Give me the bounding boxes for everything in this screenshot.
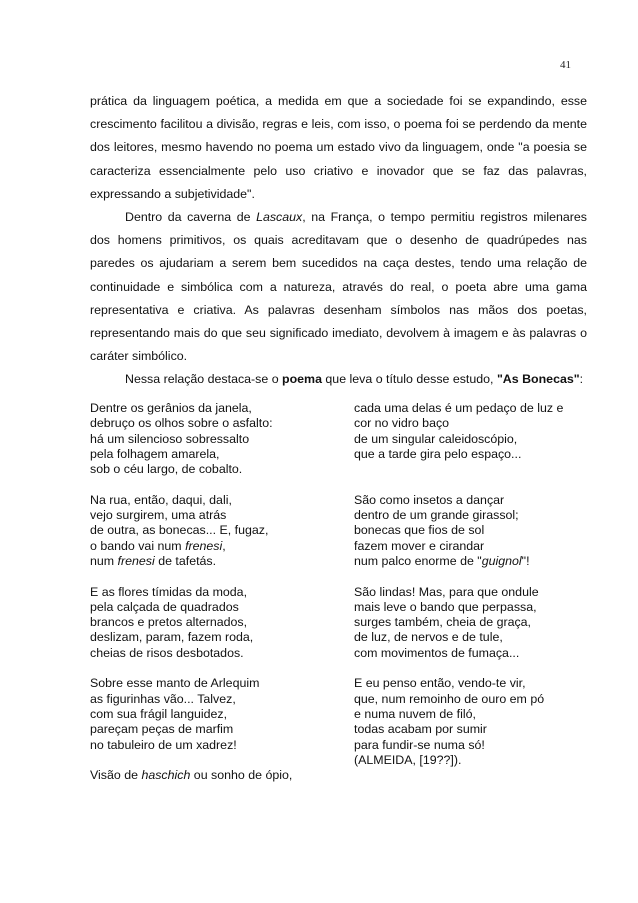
- poem-line: no tabuleiro de um xadrez!: [90, 737, 237, 752]
- poem-line: sob o céu largo, de cobalto.: [90, 462, 243, 477]
- poem-line: vejo surgirem, uma atrás: [90, 508, 227, 523]
- poem-line: surges também, cheia de graça,: [354, 615, 532, 630]
- page-number: 41: [560, 59, 571, 71]
- p3-after: :: [579, 372, 584, 387]
- poem-line: e numa nuvem de filó,: [354, 706, 476, 721]
- poem-line: Sobre esse manto de Arlequim: [90, 676, 260, 691]
- poem-italic: frenesi: [185, 538, 223, 553]
- poem-line: deslizam, param, fazem roda,: [90, 630, 254, 645]
- poem-line: pareçam peças de marfim: [90, 722, 234, 737]
- poem-stanza: [90, 676, 340, 752]
- p2-after: , na França, o tempo permitiu registros milenares dos homens primitivos, os quais acreditavam que o desenho de quadrúpedes nas paredes os ajudariam a serem bem sucedidos na caça destes, tendo uma relação de continuidade e simbólica com a natureza, através do real, o poeta abre uma gama representativa e criativa. As palavras desenham símbolos nas mãos dos poetas, representando mais do que seu significado imediato, devolvem à imagem e às palavras o caráter simbólico.: [90, 210, 587, 364]
- poem-line: de luz, de nervos e de tule,: [354, 630, 503, 645]
- poem-line: [90, 554, 340, 569]
- poem-line: com movimentos de fumaça...: [354, 645, 520, 660]
- poem-line: [354, 554, 604, 569]
- poem-line: São lindas! Mas, para que ondule: [354, 584, 539, 599]
- p3-middle: que leva o título desse estudo,: [321, 372, 497, 387]
- poem-text: num: [90, 553, 118, 568]
- poem-text: o bando vai num: [90, 538, 186, 553]
- poem-line: as figurinhas vão... Talvez,: [90, 691, 236, 706]
- poem-text: de tafetás.: [154, 553, 217, 568]
- poem-line: que, num remoinho de ouro em pó: [354, 691, 545, 706]
- p3-before: Nessa relação destaca-se o: [125, 372, 283, 387]
- paragraph-3: [90, 368, 587, 391]
- poem-italic: frenesi: [117, 553, 155, 568]
- poem-line: para fundir-se numa só!: [354, 737, 485, 752]
- poem-line: cheias de risos desbotados.: [90, 645, 244, 660]
- poem-right-column: [354, 401, 604, 783]
- poem-line: cada uma delas é um pedaço de luz e: [354, 401, 564, 415]
- p2-before: Dentro da caverna de: [125, 210, 257, 225]
- poem-line: E as flores tímidas da moda,: [90, 584, 248, 599]
- poem-line: E eu penso então, vendo-te vir,: [354, 676, 526, 691]
- paragraph-2: [90, 206, 587, 368]
- poem-citation: (ALMEIDA, [19??]).: [354, 752, 462, 767]
- poem-text: num palco enorme de ": [354, 553, 482, 568]
- poem-line: pela folhagem amarela,: [90, 446, 220, 461]
- poem-italic: haschich: [141, 768, 191, 783]
- poem-text: ,: [222, 538, 226, 553]
- poem-italic: guignol: [481, 553, 522, 568]
- poem-text: ou sonho de ópio,: [190, 768, 293, 783]
- poem-line: [90, 539, 340, 554]
- poem-text: Visão de: [90, 768, 142, 783]
- poem-line: brancos e pretos alternados,: [90, 615, 248, 630]
- poem-line: [90, 768, 340, 783]
- poem-line: mais leve o bando que perpassa,: [354, 599, 537, 614]
- poem-stanza: [90, 768, 340, 783]
- poem-line: Dentre os gerânios da janela,: [90, 401, 252, 415]
- poem-left-column: [90, 401, 340, 799]
- poem-stanza: [354, 493, 604, 569]
- p3-poema: poema: [282, 372, 322, 387]
- poem-line: fazem mover e cirandar: [354, 538, 485, 553]
- poem-line: de um singular caleidoscópio,: [354, 431, 518, 446]
- poem-line: cor no vidro baço: [354, 416, 450, 431]
- poem-line: São como insetos a dançar: [354, 492, 505, 507]
- poem-line: há um silencioso sobressalto: [90, 431, 250, 446]
- poem-stanza: [354, 401, 604, 462]
- poem-line: dentro de um grande girassol;: [354, 508, 519, 523]
- poem-stanza: [90, 493, 340, 569]
- poem-stanza: [90, 585, 340, 661]
- poem-stanza: [354, 585, 604, 661]
- paragraph-1: prática da linguagem poética, a medida em que a sociedade foi se expandindo, esse crescimento facilitou a divisão, regras e leis, com isso, o poema foi se perdendo da mente dos leitores, mesmo havendo no poema um estado vivo da linguagem, onde "a poesia se caracteriza essencialmente pelo uso criativo e inovador que se faz das palavras, expressando a subjetividade".: [90, 94, 587, 201]
- poem-line: pela calçada de quadrados: [90, 599, 239, 614]
- poem-text: "!: [521, 553, 530, 568]
- p3-title: "As Bonecas": [496, 372, 580, 387]
- poem-line: debruço os olhos sobre o asfalto:: [90, 416, 273, 431]
- poem-line: bonecas que fios de sol: [354, 523, 485, 538]
- poem-stanza: [354, 676, 604, 768]
- poem-line: todas acabam por sumir: [354, 722, 487, 737]
- poem-stanza: [90, 401, 340, 477]
- poem-line: que a tarde gira pelo espaço...: [354, 446, 522, 461]
- poem-line: Na rua, então, daqui, dali,: [90, 492, 232, 507]
- p2-lascaux: Lascaux: [256, 210, 303, 225]
- body-text: [90, 90, 587, 392]
- poem-line: de outra, as bonecas... E, fugaz,: [90, 523, 269, 538]
- poem-line: com sua frágil languidez,: [90, 706, 228, 721]
